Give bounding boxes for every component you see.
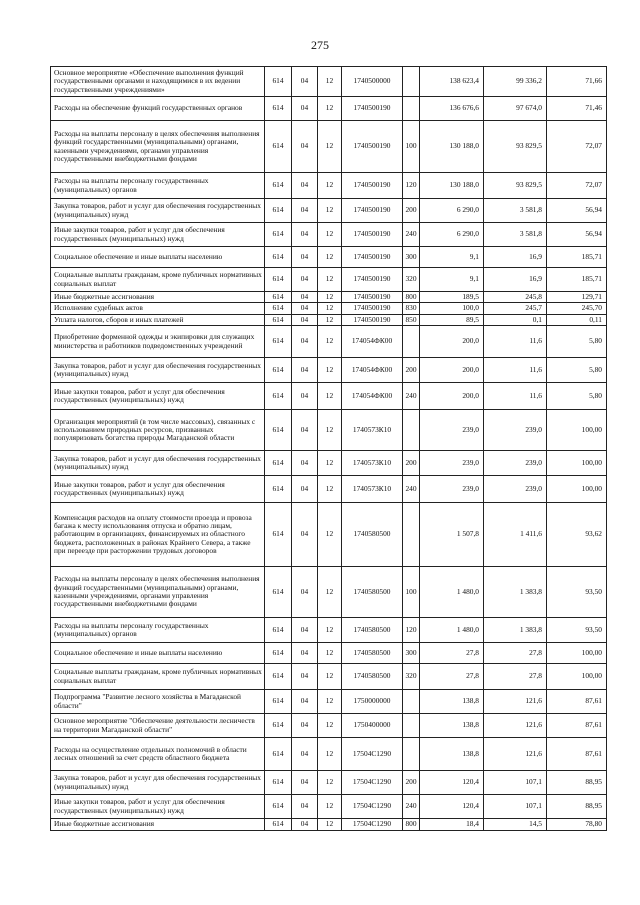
- ministry-code-cell: 614: [265, 358, 292, 383]
- subsection-code-cell: 12: [318, 503, 342, 567]
- actual-amount-cell: 107,1: [484, 795, 547, 819]
- table-row: [51, 476, 607, 503]
- subsection-code-cell: 12: [318, 247, 342, 268]
- expense-type-cell: 200: [403, 358, 420, 383]
- row-name-cell: Расходы на выплаты персоналу в целях обеспечения выполнения функций государственными (муниципальными) органами, казенными учреждениями, органами управления государственными внебюджетными фондами: [51, 567, 265, 618]
- target-article-cell: 1740580500: [342, 618, 403, 643]
- execution-percent-cell: 100,00: [547, 664, 607, 690]
- ministry-code-cell: 614: [265, 292, 292, 303]
- ministry-code-cell: 614: [265, 451, 292, 476]
- target-article-cell: 1740580500: [342, 567, 403, 618]
- expense-type-cell: 240: [403, 476, 420, 503]
- target-article-cell: 17504С1290: [342, 738, 403, 771]
- execution-percent-cell: 0,11: [547, 315, 607, 326]
- subsection-code-cell: 12: [318, 223, 342, 247]
- subsection-code-cell: 12: [318, 268, 342, 292]
- ministry-code-cell: 614: [265, 121, 292, 173]
- ministry-code-cell: 614: [265, 199, 292, 223]
- planned-amount-cell: 239,0: [420, 410, 484, 451]
- section-code-cell: 04: [292, 358, 318, 383]
- ministry-code-cell: 614: [265, 67, 292, 97]
- row-name-cell: Закупка товаров, работ и услуг для обеспечения государственных (муниципальных) нужд: [51, 358, 265, 383]
- table-row: [51, 410, 607, 451]
- ministry-code-cell: 614: [265, 643, 292, 664]
- table-row: [51, 223, 607, 247]
- table-row: [51, 714, 607, 738]
- execution-percent-cell: 5,80: [547, 326, 607, 358]
- planned-amount-cell: 89,5: [420, 315, 484, 326]
- target-article-cell: 1740500190: [342, 268, 403, 292]
- table-row: [51, 451, 607, 476]
- ministry-code-cell: 614: [265, 819, 292, 831]
- ministry-code-cell: 614: [265, 268, 292, 292]
- target-article-cell: 1740573К10: [342, 451, 403, 476]
- planned-amount-cell: 189,5: [420, 292, 484, 303]
- expense-type-cell: [403, 410, 420, 451]
- actual-amount-cell: 16,9: [484, 247, 547, 268]
- execution-percent-cell: 100,00: [547, 451, 607, 476]
- expense-type-cell: 240: [403, 795, 420, 819]
- subsection-code-cell: 12: [318, 795, 342, 819]
- planned-amount-cell: 27,8: [420, 643, 484, 664]
- row-name-cell: Иные бюджетные ассигнования: [51, 292, 265, 303]
- planned-amount-cell: 120,4: [420, 771, 484, 795]
- execution-percent-cell: 72,07: [547, 121, 607, 173]
- section-code-cell: 04: [292, 97, 318, 121]
- expense-type-cell: [403, 97, 420, 121]
- row-name-cell: Иные закупки товаров, работ и услуг для обеспечения государственных (муниципальных) нужд: [51, 383, 265, 410]
- expense-type-cell: [403, 503, 420, 567]
- actual-amount-cell: 11,6: [484, 326, 547, 358]
- actual-amount-cell: 245,8: [484, 292, 547, 303]
- row-name-cell: Иные закупки товаров, работ и услуг для обеспечения государственных (муниципальных) нужд: [51, 795, 265, 819]
- actual-amount-cell: 27,8: [484, 664, 547, 690]
- section-code-cell: 04: [292, 199, 318, 223]
- row-name-cell: Закупка товаров, работ и услуг для обеспечения государственных (муниципальных) нужд: [51, 451, 265, 476]
- table-row: [51, 173, 607, 199]
- actual-amount-cell: 121,6: [484, 714, 547, 738]
- page-number: 275: [311, 38, 329, 52]
- row-name-cell: Расходы на осуществление отдельных полномочий в области лесных отношений за счет средств областного бюджета: [51, 738, 265, 771]
- actual-amount-cell: 245,7: [484, 303, 547, 315]
- planned-amount-cell: 200,0: [420, 358, 484, 383]
- ministry-code-cell: 614: [265, 223, 292, 247]
- actual-amount-cell: 3 581,8: [484, 223, 547, 247]
- actual-amount-cell: 239,0: [484, 410, 547, 451]
- ministry-code-cell: 614: [265, 247, 292, 268]
- row-name-cell: Иные закупки товаров, работ и услуг для обеспечения государственных (муниципальных) нужд: [51, 223, 265, 247]
- table-row: [51, 303, 607, 315]
- section-code-cell: 04: [292, 476, 318, 503]
- ministry-code-cell: 614: [265, 618, 292, 643]
- execution-percent-cell: 245,70: [547, 303, 607, 315]
- planned-amount-cell: 6 290,0: [420, 199, 484, 223]
- actual-amount-cell: 0,1: [484, 315, 547, 326]
- row-name-cell: Расходы на выплаты персоналу государственных (муниципальных) органов: [51, 618, 265, 643]
- target-article-cell: 1740573К10: [342, 476, 403, 503]
- planned-amount-cell: 136 676,6: [420, 97, 484, 121]
- ministry-code-cell: 614: [265, 173, 292, 199]
- row-name-cell: Социальное обеспечение и иные выплаты населению: [51, 643, 265, 664]
- target-article-cell: 1740500190: [342, 97, 403, 121]
- target-article-cell: 1740500190: [342, 199, 403, 223]
- subsection-code-cell: 12: [318, 303, 342, 315]
- execution-percent-cell: 5,80: [547, 383, 607, 410]
- section-code-cell: 04: [292, 795, 318, 819]
- table-row: [51, 326, 607, 358]
- actual-amount-cell: 121,6: [484, 690, 547, 714]
- section-code-cell: 04: [292, 268, 318, 292]
- table-row: [51, 643, 607, 664]
- target-article-cell: 1740500190: [342, 121, 403, 173]
- planned-amount-cell: 1 480,0: [420, 567, 484, 618]
- target-article-cell: 1740500190: [342, 247, 403, 268]
- section-code-cell: 04: [292, 690, 318, 714]
- subsection-code-cell: 12: [318, 567, 342, 618]
- subsection-code-cell: 12: [318, 451, 342, 476]
- ministry-code-cell: 614: [265, 795, 292, 819]
- ministry-code-cell: 614: [265, 503, 292, 567]
- row-name-cell: Основное мероприятие "Обеспечение деятельности лесничеств на территории Магаданской области": [51, 714, 265, 738]
- actual-amount-cell: 1 383,8: [484, 567, 547, 618]
- row-name-cell: Социальные выплаты гражданам, кроме публичных нормативных социальных выплат: [51, 268, 265, 292]
- planned-amount-cell: 239,0: [420, 476, 484, 503]
- target-article-cell: 1740500190: [342, 223, 403, 247]
- subsection-code-cell: 12: [318, 618, 342, 643]
- expense-type-cell: [403, 738, 420, 771]
- section-code-cell: 04: [292, 714, 318, 738]
- table-row: [51, 268, 607, 292]
- actual-amount-cell: 239,0: [484, 476, 547, 503]
- table-row: [51, 795, 607, 819]
- execution-percent-cell: 88,95: [547, 795, 607, 819]
- target-article-cell: 174054ФК00: [342, 326, 403, 358]
- section-code-cell: 04: [292, 326, 318, 358]
- execution-percent-cell: 78,80: [547, 819, 607, 831]
- expense-type-cell: 120: [403, 173, 420, 199]
- ministry-code-cell: 614: [265, 97, 292, 121]
- execution-percent-cell: 100,00: [547, 476, 607, 503]
- ministry-code-cell: 614: [265, 410, 292, 451]
- target-article-cell: 17504С1290: [342, 771, 403, 795]
- row-name-cell: Социальные выплаты гражданам, кроме публичных нормативных социальных выплат: [51, 664, 265, 690]
- expense-type-cell: [403, 326, 420, 358]
- row-name-cell: Подпрограмма "Развитие лесного хозяйства в Магаданской области": [51, 690, 265, 714]
- actual-amount-cell: 3 581,8: [484, 199, 547, 223]
- execution-percent-cell: 100,00: [547, 410, 607, 451]
- ministry-code-cell: 614: [265, 303, 292, 315]
- expense-type-cell: [403, 690, 420, 714]
- execution-percent-cell: 71,66: [547, 67, 607, 97]
- section-code-cell: 04: [292, 567, 318, 618]
- planned-amount-cell: 239,0: [420, 451, 484, 476]
- execution-percent-cell: 72,07: [547, 173, 607, 199]
- execution-percent-cell: 87,61: [547, 690, 607, 714]
- expense-type-cell: 100: [403, 121, 420, 173]
- section-code-cell: 04: [292, 451, 318, 476]
- target-article-cell: 1750000000: [342, 690, 403, 714]
- actual-amount-cell: 239,0: [484, 451, 547, 476]
- target-article-cell: 1740573К10: [342, 410, 403, 451]
- table-row: [51, 567, 607, 618]
- target-article-cell: 1740580500: [342, 503, 403, 567]
- expense-type-cell: 100: [403, 567, 420, 618]
- execution-percent-cell: 71,46: [547, 97, 607, 121]
- actual-amount-cell: 1 383,8: [484, 618, 547, 643]
- target-article-cell: 1740500000: [342, 67, 403, 97]
- execution-percent-cell: 5,80: [547, 358, 607, 383]
- table-row: [51, 690, 607, 714]
- table-row: [51, 771, 607, 795]
- row-name-cell: Приобретение форменной одежды и экипировки для служащих министерства и работников подведомственных учреждений: [51, 326, 265, 358]
- table-row: [51, 503, 607, 567]
- planned-amount-cell: 100,0: [420, 303, 484, 315]
- ministry-code-cell: 614: [265, 567, 292, 618]
- execution-percent-cell: 93,50: [547, 567, 607, 618]
- section-code-cell: 04: [292, 738, 318, 771]
- planned-amount-cell: 27,8: [420, 664, 484, 690]
- row-name-cell: Организация мероприятий (в том числе массовых), связанных с использованием природных ресурсов, призванных популяризовать богатства природы Магаданской области: [51, 410, 265, 451]
- actual-amount-cell: 121,6: [484, 738, 547, 771]
- target-article-cell: 174054ФК00: [342, 358, 403, 383]
- section-code-cell: 04: [292, 292, 318, 303]
- actual-amount-cell: 97 674,0: [484, 97, 547, 121]
- subsection-code-cell: 12: [318, 714, 342, 738]
- subsection-code-cell: 12: [318, 771, 342, 795]
- actual-amount-cell: 16,9: [484, 268, 547, 292]
- execution-percent-cell: 87,61: [547, 738, 607, 771]
- target-article-cell: 17504С1290: [342, 819, 403, 831]
- planned-amount-cell: 6 290,0: [420, 223, 484, 247]
- target-article-cell: 17504С1290: [342, 795, 403, 819]
- actual-amount-cell: 27,8: [484, 643, 547, 664]
- subsection-code-cell: 12: [318, 315, 342, 326]
- section-code-cell: 04: [292, 819, 318, 831]
- section-code-cell: 04: [292, 315, 318, 326]
- execution-percent-cell: 93,50: [547, 618, 607, 643]
- expense-type-cell: 200: [403, 451, 420, 476]
- subsection-code-cell: 12: [318, 97, 342, 121]
- execution-percent-cell: 93,62: [547, 503, 607, 567]
- expense-type-cell: 850: [403, 315, 420, 326]
- table-row: [51, 97, 607, 121]
- row-name-cell: Расходы на обеспечение функций государственных органов: [51, 97, 265, 121]
- ministry-code-cell: 614: [265, 690, 292, 714]
- subsection-code-cell: 12: [318, 173, 342, 199]
- subsection-code-cell: 12: [318, 199, 342, 223]
- planned-amount-cell: 138,8: [420, 714, 484, 738]
- row-name-cell: Уплата налогов, сборов и иных платежей: [51, 315, 265, 326]
- planned-amount-cell: 9,1: [420, 268, 484, 292]
- table-row: [51, 67, 607, 97]
- expense-type-cell: 200: [403, 199, 420, 223]
- row-name-cell: Компенсация расходов на оплату стоимости проезда и провоза багажа к месту использования отпуска и обратно лицам, работающим в организациях, финансируемых из областного бюджета, расположенных в районах Крайнего Севера, а также при переезде при расторжении трудовых договоров: [51, 503, 265, 567]
- row-name-cell: Закупка товаров, работ и услуг для обеспечения государственных (муниципальных) нужд: [51, 199, 265, 223]
- table-row: [51, 199, 607, 223]
- actual-amount-cell: 14,5: [484, 819, 547, 831]
- execution-percent-cell: 88,95: [547, 771, 607, 795]
- actual-amount-cell: 93 829,5: [484, 121, 547, 173]
- subsection-code-cell: 12: [318, 383, 342, 410]
- section-code-cell: 04: [292, 223, 318, 247]
- section-code-cell: 04: [292, 410, 318, 451]
- planned-amount-cell: 138,8: [420, 690, 484, 714]
- planned-amount-cell: 18,4: [420, 819, 484, 831]
- section-code-cell: 04: [292, 67, 318, 97]
- planned-amount-cell: 120,4: [420, 795, 484, 819]
- subsection-code-cell: 12: [318, 292, 342, 303]
- table-row: [51, 121, 607, 173]
- table-row: [51, 618, 607, 643]
- ministry-code-cell: 614: [265, 714, 292, 738]
- table-row: [51, 664, 607, 690]
- ministry-code-cell: 614: [265, 771, 292, 795]
- table-row: [51, 292, 607, 303]
- subsection-code-cell: 12: [318, 326, 342, 358]
- target-article-cell: 1740500190: [342, 303, 403, 315]
- target-article-cell: 1740500190: [342, 173, 403, 199]
- expense-type-cell: 300: [403, 247, 420, 268]
- expense-type-cell: 830: [403, 303, 420, 315]
- row-name-cell: Иные бюджетные ассигнования: [51, 819, 265, 831]
- subsection-code-cell: 12: [318, 410, 342, 451]
- actual-amount-cell: 107,1: [484, 771, 547, 795]
- row-name-cell: Закупка товаров, работ и услуг для обеспечения государственных (муниципальных) нужд: [51, 771, 265, 795]
- ministry-code-cell: 614: [265, 738, 292, 771]
- subsection-code-cell: 12: [318, 121, 342, 173]
- expense-type-cell: [403, 67, 420, 97]
- subsection-code-cell: 12: [318, 643, 342, 664]
- subsection-code-cell: 12: [318, 476, 342, 503]
- target-article-cell: 1740500190: [342, 292, 403, 303]
- planned-amount-cell: 130 188,0: [420, 121, 484, 173]
- budget-table: [50, 66, 607, 831]
- actual-amount-cell: 11,6: [484, 358, 547, 383]
- planned-amount-cell: 200,0: [420, 383, 484, 410]
- subsection-code-cell: 12: [318, 738, 342, 771]
- row-name-cell: Иные закупки товаров, работ и услуг для обеспечения государственных (муниципальных) нужд: [51, 476, 265, 503]
- section-code-cell: 04: [292, 121, 318, 173]
- expense-type-cell: 300: [403, 643, 420, 664]
- ministry-code-cell: 614: [265, 383, 292, 410]
- section-code-cell: 04: [292, 643, 318, 664]
- planned-amount-cell: 138,8: [420, 738, 484, 771]
- row-name-cell: Исполнение судебных актов: [51, 303, 265, 315]
- subsection-code-cell: 12: [318, 690, 342, 714]
- table-row: [51, 819, 607, 831]
- expense-type-cell: 240: [403, 383, 420, 410]
- section-code-cell: 04: [292, 383, 318, 410]
- ministry-code-cell: 614: [265, 326, 292, 358]
- table-row: [51, 383, 607, 410]
- execution-percent-cell: 185,71: [547, 268, 607, 292]
- row-name-cell: Расходы на выплаты персоналу государственных (муниципальных) органов: [51, 173, 265, 199]
- row-name-cell: Основное мероприятие «Обеспечение выполнения функций государственными органами и находящимися в их ведении государственными учреждениями»: [51, 67, 265, 97]
- planned-amount-cell: 200,0: [420, 326, 484, 358]
- planned-amount-cell: 1 480,0: [420, 618, 484, 643]
- section-code-cell: 04: [292, 503, 318, 567]
- section-code-cell: 04: [292, 303, 318, 315]
- table-body: [51, 67, 607, 831]
- planned-amount-cell: 1 507,8: [420, 503, 484, 567]
- expense-type-cell: [403, 714, 420, 738]
- target-article-cell: 1740500190: [342, 315, 403, 326]
- expense-type-cell: 800: [403, 819, 420, 831]
- section-code-cell: 04: [292, 173, 318, 199]
- target-article-cell: 174054ФК00: [342, 383, 403, 410]
- table-row: [51, 358, 607, 383]
- expense-type-cell: 800: [403, 292, 420, 303]
- subsection-code-cell: 12: [318, 819, 342, 831]
- table-row: [51, 247, 607, 268]
- expense-type-cell: 120: [403, 618, 420, 643]
- target-article-cell: 1740580500: [342, 664, 403, 690]
- target-article-cell: 1750400000: [342, 714, 403, 738]
- ministry-code-cell: 614: [265, 664, 292, 690]
- execution-percent-cell: 87,61: [547, 714, 607, 738]
- planned-amount-cell: 9,1: [420, 247, 484, 268]
- section-code-cell: 04: [292, 618, 318, 643]
- table-row: [51, 315, 607, 326]
- planned-amount-cell: 130 188,0: [420, 173, 484, 199]
- ministry-code-cell: 614: [265, 476, 292, 503]
- execution-percent-cell: 100,00: [547, 643, 607, 664]
- expense-type-cell: 320: [403, 664, 420, 690]
- execution-percent-cell: 129,71: [547, 292, 607, 303]
- planned-amount-cell: 138 623,4: [420, 67, 484, 97]
- row-name-cell: Социальное обеспечение и иные выплаты населению: [51, 247, 265, 268]
- expense-type-cell: 200: [403, 771, 420, 795]
- actual-amount-cell: 11,6: [484, 383, 547, 410]
- expense-type-cell: 320: [403, 268, 420, 292]
- table-row: [51, 738, 607, 771]
- target-article-cell: 1740580500: [342, 643, 403, 664]
- section-code-cell: 04: [292, 247, 318, 268]
- actual-amount-cell: 93 829,5: [484, 173, 547, 199]
- section-code-cell: 04: [292, 771, 318, 795]
- execution-percent-cell: 56,94: [547, 199, 607, 223]
- row-name-cell: Расходы на выплаты персоналу в целях обеспечения выполнения функций государственными (муниципальными) органами, казенными учреждениями, органами управления государственными внебюджетными фондами: [51, 121, 265, 173]
- actual-amount-cell: 99 336,2: [484, 67, 547, 97]
- ministry-code-cell: 614: [265, 315, 292, 326]
- subsection-code-cell: 12: [318, 67, 342, 97]
- subsection-code-cell: 12: [318, 358, 342, 383]
- execution-percent-cell: 56,94: [547, 223, 607, 247]
- section-code-cell: 04: [292, 664, 318, 690]
- expense-type-cell: 240: [403, 223, 420, 247]
- execution-percent-cell: 185,71: [547, 247, 607, 268]
- subsection-code-cell: 12: [318, 664, 342, 690]
- actual-amount-cell: 1 411,6: [484, 503, 547, 567]
